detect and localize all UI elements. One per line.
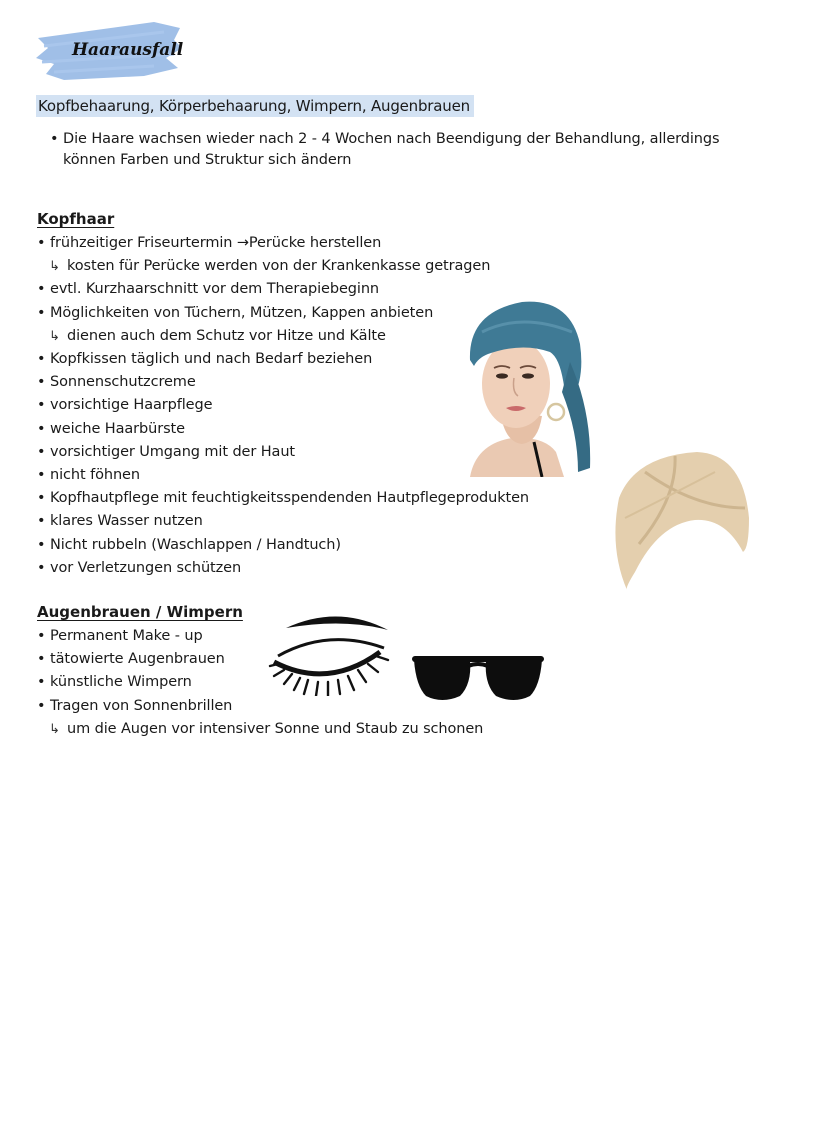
list-item: • Möglichkeiten von Tüchern, Mützen, Kappen anbieten	[37, 302, 529, 325]
list-item: • Permanent Make - up	[37, 625, 483, 648]
list-item: ↳ dienen auch dem Schutz vor Hitze und Kälte	[37, 325, 529, 348]
list-item: ↳ um die Augen vor intensiver Sonne und Staub zu schonen	[37, 718, 483, 741]
list-item: • Nicht rubbeln (Waschlappen / Handtuch)	[37, 534, 529, 557]
list-item: • evtl. Kurzhaarschnitt vor dem Therapiebeginn	[37, 278, 529, 301]
list-item: ↳ kosten für Perücke werden von der Krankenkasse getragen	[37, 255, 529, 278]
turban-image	[605, 448, 750, 593]
list-item: • künstliche Wimpern	[37, 671, 483, 694]
list-item: • Kopfhautpflege mit feuchtigkeitsspendenden Hautpflegeprodukten	[37, 487, 529, 510]
list-item: • tätowierte Augenbrauen	[37, 648, 483, 671]
list-item: • vorsichtiger Umgang mit der Haut	[37, 441, 529, 464]
intro-line-1: • Die Haare wachsen wieder nach 2 - 4 Wochen nach Beendigung der Behandlung, allerdings	[50, 128, 719, 151]
list-item: • Kopfkissen täglich und nach Bedarf beziehen	[37, 348, 529, 371]
list-item: • Tragen von Sonnenbrillen	[37, 695, 483, 718]
list-item: • nicht föhnen	[37, 464, 529, 487]
intro-line-2: können Farben und Struktur sich ändern	[63, 152, 352, 168]
subtitle: Kopfbehaarung, Körperbehaarung, Wimpern, Augenbrauen	[36, 95, 474, 117]
list-item: • klares Wasser nutzen	[37, 510, 529, 533]
list-item: • frühzeitiger Friseurtermin →Perücke herstellen	[37, 232, 529, 255]
sunglasses-icon	[412, 654, 544, 704]
list-item: • Sonnenschutzcreme	[37, 371, 529, 394]
list-item: • vor Verletzungen schützen	[37, 557, 529, 580]
page-title: Haarausfall	[72, 40, 184, 60]
kopfhaar-heading: Kopfhaar	[37, 210, 115, 228]
augen-heading: Augenbrauen / Wimpern	[37, 603, 243, 621]
eyelash-icon	[268, 610, 392, 696]
list-item: • vorsichtige Haarpflege	[37, 394, 529, 417]
headscarf-woman-image	[452, 292, 600, 477]
list-item: • weiche Haarbürste	[37, 418, 529, 441]
